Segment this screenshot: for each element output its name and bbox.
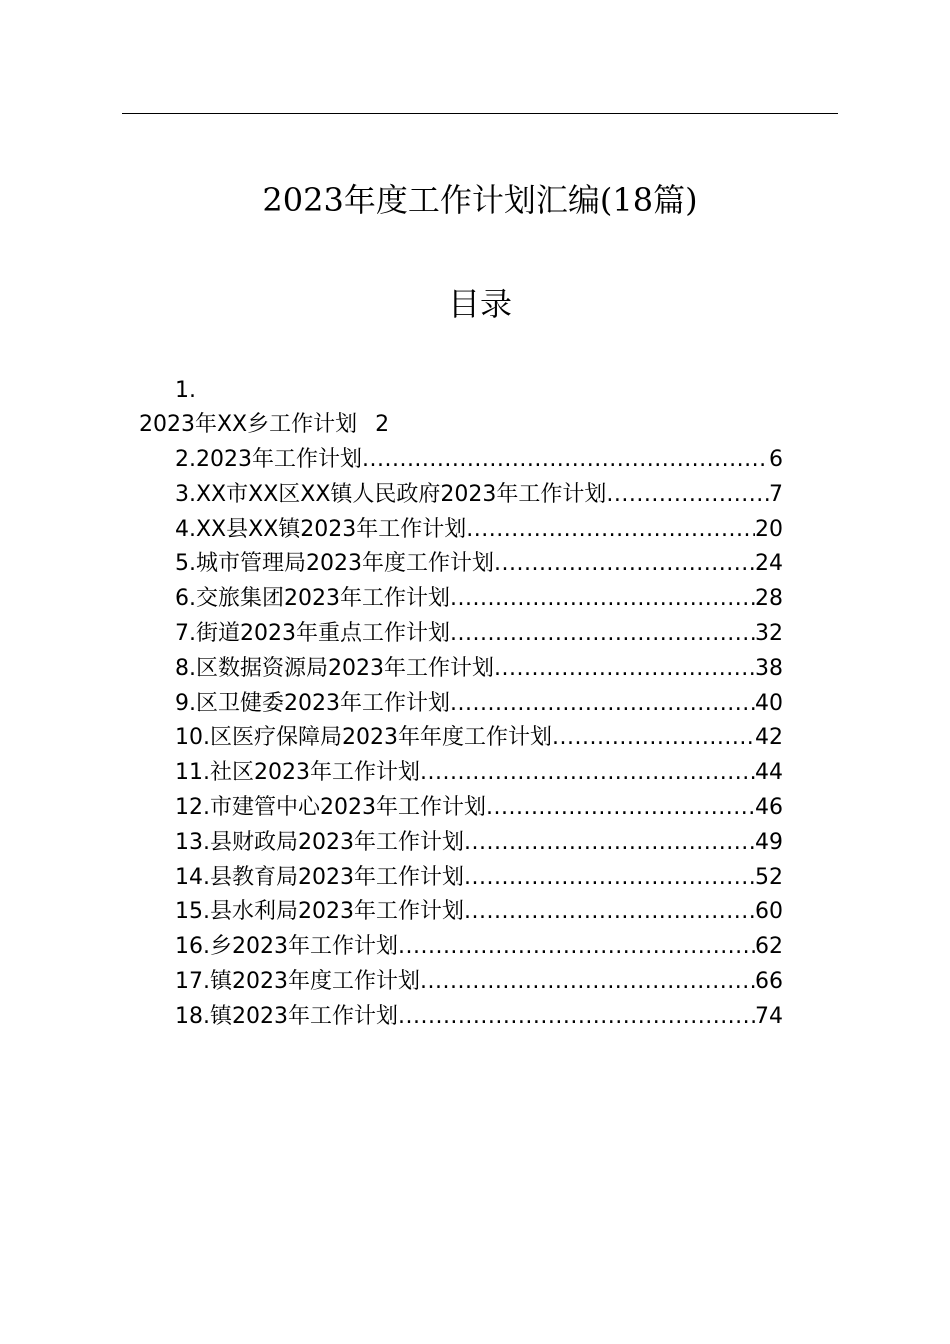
dot-leader bbox=[398, 932, 755, 962]
dot-leader bbox=[450, 689, 755, 719]
toc-entry[interactable] bbox=[175, 967, 783, 1002]
toc-entry[interactable] bbox=[175, 445, 783, 480]
toc-entry[interactable] bbox=[175, 793, 783, 828]
dot-leader bbox=[552, 723, 755, 753]
toc-entry-page: 20 bbox=[755, 516, 783, 542]
toc-entry[interactable] bbox=[175, 932, 783, 967]
toc-entry-page: 7 bbox=[769, 481, 783, 507]
toc-entry-label: 9.区卫健委2023年工作计划 bbox=[175, 690, 450, 716]
dot-leader bbox=[494, 654, 755, 684]
toc-entry-label: 16.乡2023年工作计划 bbox=[175, 934, 398, 960]
dot-leader bbox=[466, 515, 755, 545]
toc-entry[interactable] bbox=[175, 828, 783, 863]
toc-entry-label: 7.街道2023年重点工作计划 bbox=[175, 620, 450, 646]
toc-entry-label: 15.县水利局2023年工作计划 bbox=[175, 899, 464, 925]
toc-entry[interactable] bbox=[175, 515, 783, 550]
toc-entry-label: 18.镇2023年工作计划 bbox=[175, 1003, 398, 1029]
toc-entry-page: 2 bbox=[375, 412, 390, 437]
toc-entry-page: 42 bbox=[755, 725, 783, 751]
toc-entry[interactable] bbox=[175, 897, 783, 932]
toc-entry-label: 2.2023年工作计划 bbox=[175, 447, 362, 472]
dot-leader bbox=[464, 828, 755, 858]
toc-entry[interactable] bbox=[175, 723, 783, 758]
toc-entry-page: 44 bbox=[755, 760, 783, 786]
toc-entry-page: 74 bbox=[755, 1003, 783, 1029]
dot-leader bbox=[450, 619, 755, 649]
toc-list bbox=[175, 445, 783, 1037]
dot-leader bbox=[486, 793, 755, 823]
toc-entry[interactable] bbox=[175, 480, 783, 515]
toc-entry-page: 24 bbox=[755, 551, 783, 577]
toc-entry-label: 10.区医疗保障局2023年年度工作计划 bbox=[175, 725, 552, 751]
toc-entry-1-number: 1. bbox=[175, 378, 196, 403]
toc-entry-label: 12.市建管中心2023年工作计划 bbox=[175, 794, 486, 820]
toc-entry-page: 32 bbox=[755, 620, 783, 646]
toc-entry-label: 3.XX市XX区XX镇人民政府2023年工作计划 bbox=[175, 481, 607, 507]
toc-entry-label: 2023年XX乡工作计划 bbox=[139, 412, 358, 437]
toc-entry[interactable] bbox=[175, 584, 783, 619]
toc-entry-page: 6 bbox=[769, 447, 783, 472]
toc-entry-page: 46 bbox=[755, 794, 783, 820]
toc-entry[interactable] bbox=[175, 863, 783, 898]
toc-entry[interactable] bbox=[175, 549, 783, 584]
dot-leader bbox=[464, 897, 755, 927]
dot-leader bbox=[464, 863, 755, 893]
dot-leader bbox=[398, 1002, 755, 1032]
toc-entry-label: 14.县教育局2023年工作计划 bbox=[175, 864, 464, 890]
toc-entry[interactable] bbox=[175, 654, 783, 689]
header-rule bbox=[122, 113, 838, 114]
toc-entry-label: 11.社区2023年工作计划 bbox=[175, 760, 420, 786]
toc-entry-label: 17.镇2023年度工作计划 bbox=[175, 968, 420, 994]
toc-entry[interactable] bbox=[175, 619, 783, 654]
toc-entry-label: 8.区数据资源局2023年工作计划 bbox=[175, 655, 494, 681]
toc-entry-label: 13.县财政局2023年工作计划 bbox=[175, 829, 464, 855]
dot-leader bbox=[362, 445, 769, 475]
toc-entry-page: 60 bbox=[755, 899, 783, 925]
toc-entry-page: 66 bbox=[755, 968, 783, 994]
toc-heading: 目录 bbox=[447, 285, 512, 323]
toc-entry-label: 5.城市管理局2023年度工作计划 bbox=[175, 551, 494, 577]
toc-entry-label: 6.交旅集团2023年工作计划 bbox=[175, 586, 450, 612]
dot-leader bbox=[606, 480, 769, 510]
toc-entry-page: 49 bbox=[755, 829, 783, 855]
dot-leader bbox=[450, 584, 755, 614]
toc-entry-1[interactable] bbox=[139, 410, 389, 440]
toc-entry[interactable] bbox=[175, 1002, 783, 1037]
toc-entry-page: 40 bbox=[755, 690, 783, 716]
toc-entry[interactable] bbox=[175, 689, 783, 724]
toc-entry-label: 4.XX县XX镇2023年工作计划 bbox=[175, 516, 467, 542]
dot-leader bbox=[420, 967, 755, 997]
toc-entry-page: 62 bbox=[755, 934, 783, 960]
document-title: 2023年度工作计划汇编(18篇) bbox=[262, 181, 698, 219]
dot-leader bbox=[420, 758, 755, 788]
toc-entry-page: 52 bbox=[755, 864, 783, 890]
toc-entry-page: 28 bbox=[755, 586, 783, 612]
dot-leader bbox=[494, 549, 755, 579]
toc-entry-page: 38 bbox=[755, 655, 783, 681]
toc-entry[interactable] bbox=[175, 758, 783, 793]
